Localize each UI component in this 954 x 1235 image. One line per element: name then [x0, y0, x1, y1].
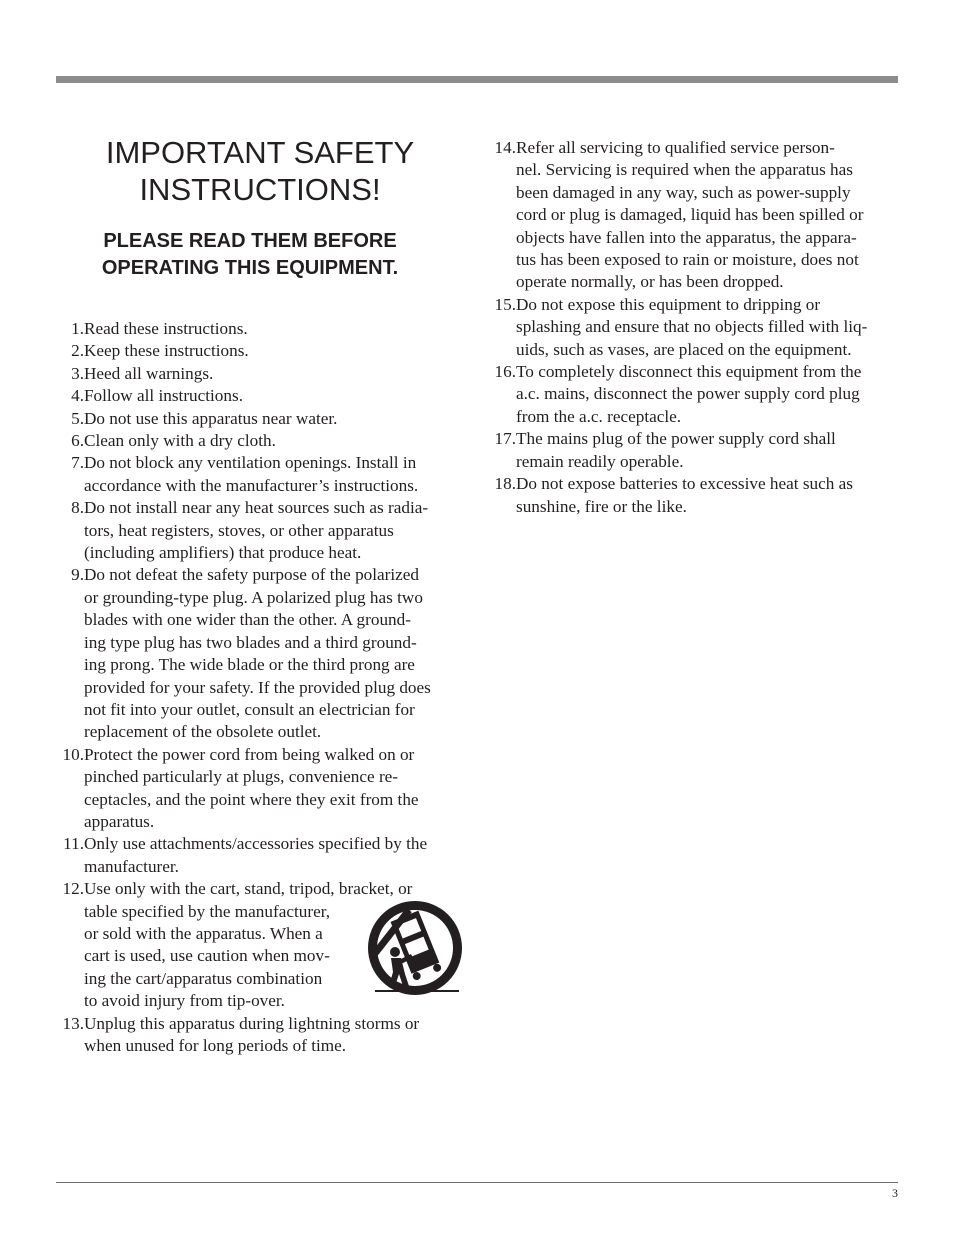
instruction-text [84, 385, 465, 407]
instruction-number: 11. [63, 834, 84, 854]
instruction-line: Protect the power cord from being walked on or [84, 744, 415, 764]
instruction-line: Follow all instructions. [84, 386, 243, 406]
instruction-line: Heed all warnings. [84, 363, 214, 383]
instruction-line: or grounding-type plug. A polarized plug has two [84, 587, 423, 607]
instruction-line: ceptacles, and the point where they exit from the [84, 789, 419, 809]
instruction-line: replacement of the obsolete outlet. [84, 722, 322, 742]
instruction-line: or sold with the apparatus. When a [84, 923, 323, 943]
instruction-item [55, 408, 465, 430]
instruction-line: ing prong. The wide blade or the third prong are [84, 655, 415, 675]
instructions-list-right [487, 137, 899, 518]
instruction-line: Unplug this apparatus during lightning storms or [84, 1013, 420, 1033]
instruction-number: 10. [62, 744, 84, 764]
instruction-number: 17. [494, 429, 516, 449]
instruction-number: 7. [71, 453, 84, 473]
instruction-number: 14. [494, 138, 516, 157]
instruction-text [516, 428, 899, 473]
instruction-number: 1. [71, 319, 84, 338]
instruction-line: splashing and ensure that no objects filled with liq- [516, 317, 868, 337]
instruction-number: 2. [71, 341, 84, 361]
page-number: 3 [892, 1186, 898, 1200]
instruction-number: 4. [71, 386, 84, 406]
instruction-number: 6. [71, 431, 84, 451]
subtitle-line: PLEASE READ THEM BEFORE [103, 230, 397, 252]
instruction-line: Only use attachments/accessories specified by the [84, 834, 428, 854]
instruction-line: Do not expose this equipment to dripping or [516, 294, 821, 314]
instruction-item [55, 430, 465, 452]
instruction-number: 3. [71, 363, 84, 383]
instruction-text [84, 408, 465, 430]
instruction-text [84, 497, 465, 564]
instruction-item [55, 878, 465, 1012]
instruction-line: tus has been exposed to rain or moisture, does not [516, 250, 859, 270]
instruction-line: been damaged in any way, such as power-supply [516, 182, 851, 202]
instruction-line: from the a.c. receptacle. [516, 406, 682, 426]
instruction-item [55, 452, 465, 497]
instruction-text [516, 294, 899, 361]
instruction-line: tors, heat registers, stoves, or other apparatus [84, 520, 394, 540]
instruction-item [487, 294, 899, 361]
cart-tip-over-warning-icon [365, 900, 465, 1000]
instruction-text [84, 318, 465, 340]
instruction-line: apparatus. [84, 811, 155, 831]
instruction-number: 12. [62, 879, 84, 899]
instruction-item [487, 428, 899, 473]
instruction-line: Do not expose batteries to excessive heat such as [516, 474, 853, 494]
instruction-line: cord or plug is damaged, liquid has been spilled or [516, 205, 864, 225]
instruction-line: Do not use this apparatus near water. [84, 408, 338, 428]
instruction-number: 15. [494, 294, 516, 314]
instruction-line: ing type plug has two blades and a third ground- [84, 632, 417, 652]
instruction-text [84, 833, 465, 878]
instruction-text [84, 340, 465, 362]
instruction-line: To completely disconnect this equipment from the [516, 362, 862, 382]
instruction-line: not fit into your outlet, consult an electrician for [84, 699, 415, 719]
instruction-line: Use only with the cart, stand, tripod, bracket, or [84, 879, 413, 899]
instruction-text [84, 452, 465, 497]
instruction-item [55, 833, 465, 878]
instruction-line: Clean only with a dry cloth. [84, 431, 276, 451]
instruction-number: 13. [62, 1013, 84, 1033]
instruction-item [487, 473, 899, 518]
instruction-line: Do not block any ventilation openings. Install in [84, 453, 417, 473]
instruction-item [55, 340, 465, 362]
instruction-line: ing the cart/apparatus combination [84, 968, 323, 988]
instruction-text [84, 430, 465, 452]
top-rule [56, 76, 898, 83]
instruction-item [55, 318, 465, 340]
instruction-text [516, 473, 899, 518]
instruction-line: operate normally, or has been dropped. [516, 272, 784, 292]
title-line: INSTRUCTIONS! [139, 172, 381, 207]
instruction-text [84, 1013, 465, 1058]
instruction-item [55, 564, 465, 743]
instruction-text [516, 361, 899, 428]
instruction-line: accordance with the manufacturer’s instructions. [84, 475, 419, 495]
instruction-number: 16. [494, 362, 516, 382]
instruction-line: (including amplifiers) that produce heat. [84, 543, 362, 563]
instruction-line: Refer all servicing to qualified service person- [516, 138, 835, 157]
subtitle-line: OPERATING THIS EQUIPMENT. [101, 257, 399, 279]
instruction-line: Keep these instructions. [84, 341, 249, 361]
instruction-item [55, 1013, 465, 1058]
instruction-line: table specified by the manufacturer, [84, 901, 331, 921]
instruction-item [487, 361, 899, 428]
instruction-line: The mains plug of the power supply cord shall [516, 429, 836, 449]
instruction-item [487, 137, 899, 294]
title-line: IMPORTANT SAFETY [105, 135, 415, 170]
instruction-number: 9. [71, 565, 84, 585]
instruction-line: blades with one wider than the other. A ground- [84, 610, 411, 630]
instruction-line: pinched particularly at plugs, convenience re- [84, 767, 399, 787]
instructions-list-left [55, 318, 465, 1057]
page-subtitle [58, 228, 442, 282]
instruction-line: a.c. mains, disconnect the power supply cord plug [516, 384, 860, 404]
instruction-line: Do not install near any heat sources such as radia- [84, 498, 429, 518]
instruction-item [55, 744, 465, 834]
instruction-text [84, 564, 465, 743]
instruction-text [84, 363, 465, 385]
instruction-line: Read these instructions. [84, 319, 248, 338]
instruction-line: provided for your safety. If the provided plug does [84, 677, 431, 697]
instruction-number: 5. [71, 408, 84, 428]
instruction-line: sunshine, fire or the like. [516, 496, 687, 516]
instruction-line: cart is used, use caution when mov- [84, 946, 330, 966]
instruction-text [84, 744, 465, 834]
instruction-line: manufacturer. [84, 856, 179, 876]
bottom-rule [56, 1182, 898, 1183]
page-title [58, 134, 462, 208]
instruction-number: 8. [71, 498, 84, 518]
instruction-text [516, 137, 899, 294]
instruction-line: Do not defeat the safety purpose of the polarized [84, 565, 420, 585]
instruction-line: when unused for long periods of time. [84, 1036, 347, 1055]
instruction-item [55, 385, 465, 407]
instruction-item [55, 497, 465, 564]
instruction-line: nel. Servicing is required when the apparatus has [516, 160, 853, 180]
instruction-number: 18. [494, 474, 516, 494]
instruction-line: objects have fallen into the apparatus, the appara- [516, 227, 857, 247]
instruction-item [55, 363, 465, 385]
instruction-line: uids, such as vases, are placed on the equipment. [516, 339, 852, 359]
instruction-line: remain readily operable. [516, 451, 684, 471]
instruction-line: to avoid injury from tip-over. [84, 991, 285, 1011]
